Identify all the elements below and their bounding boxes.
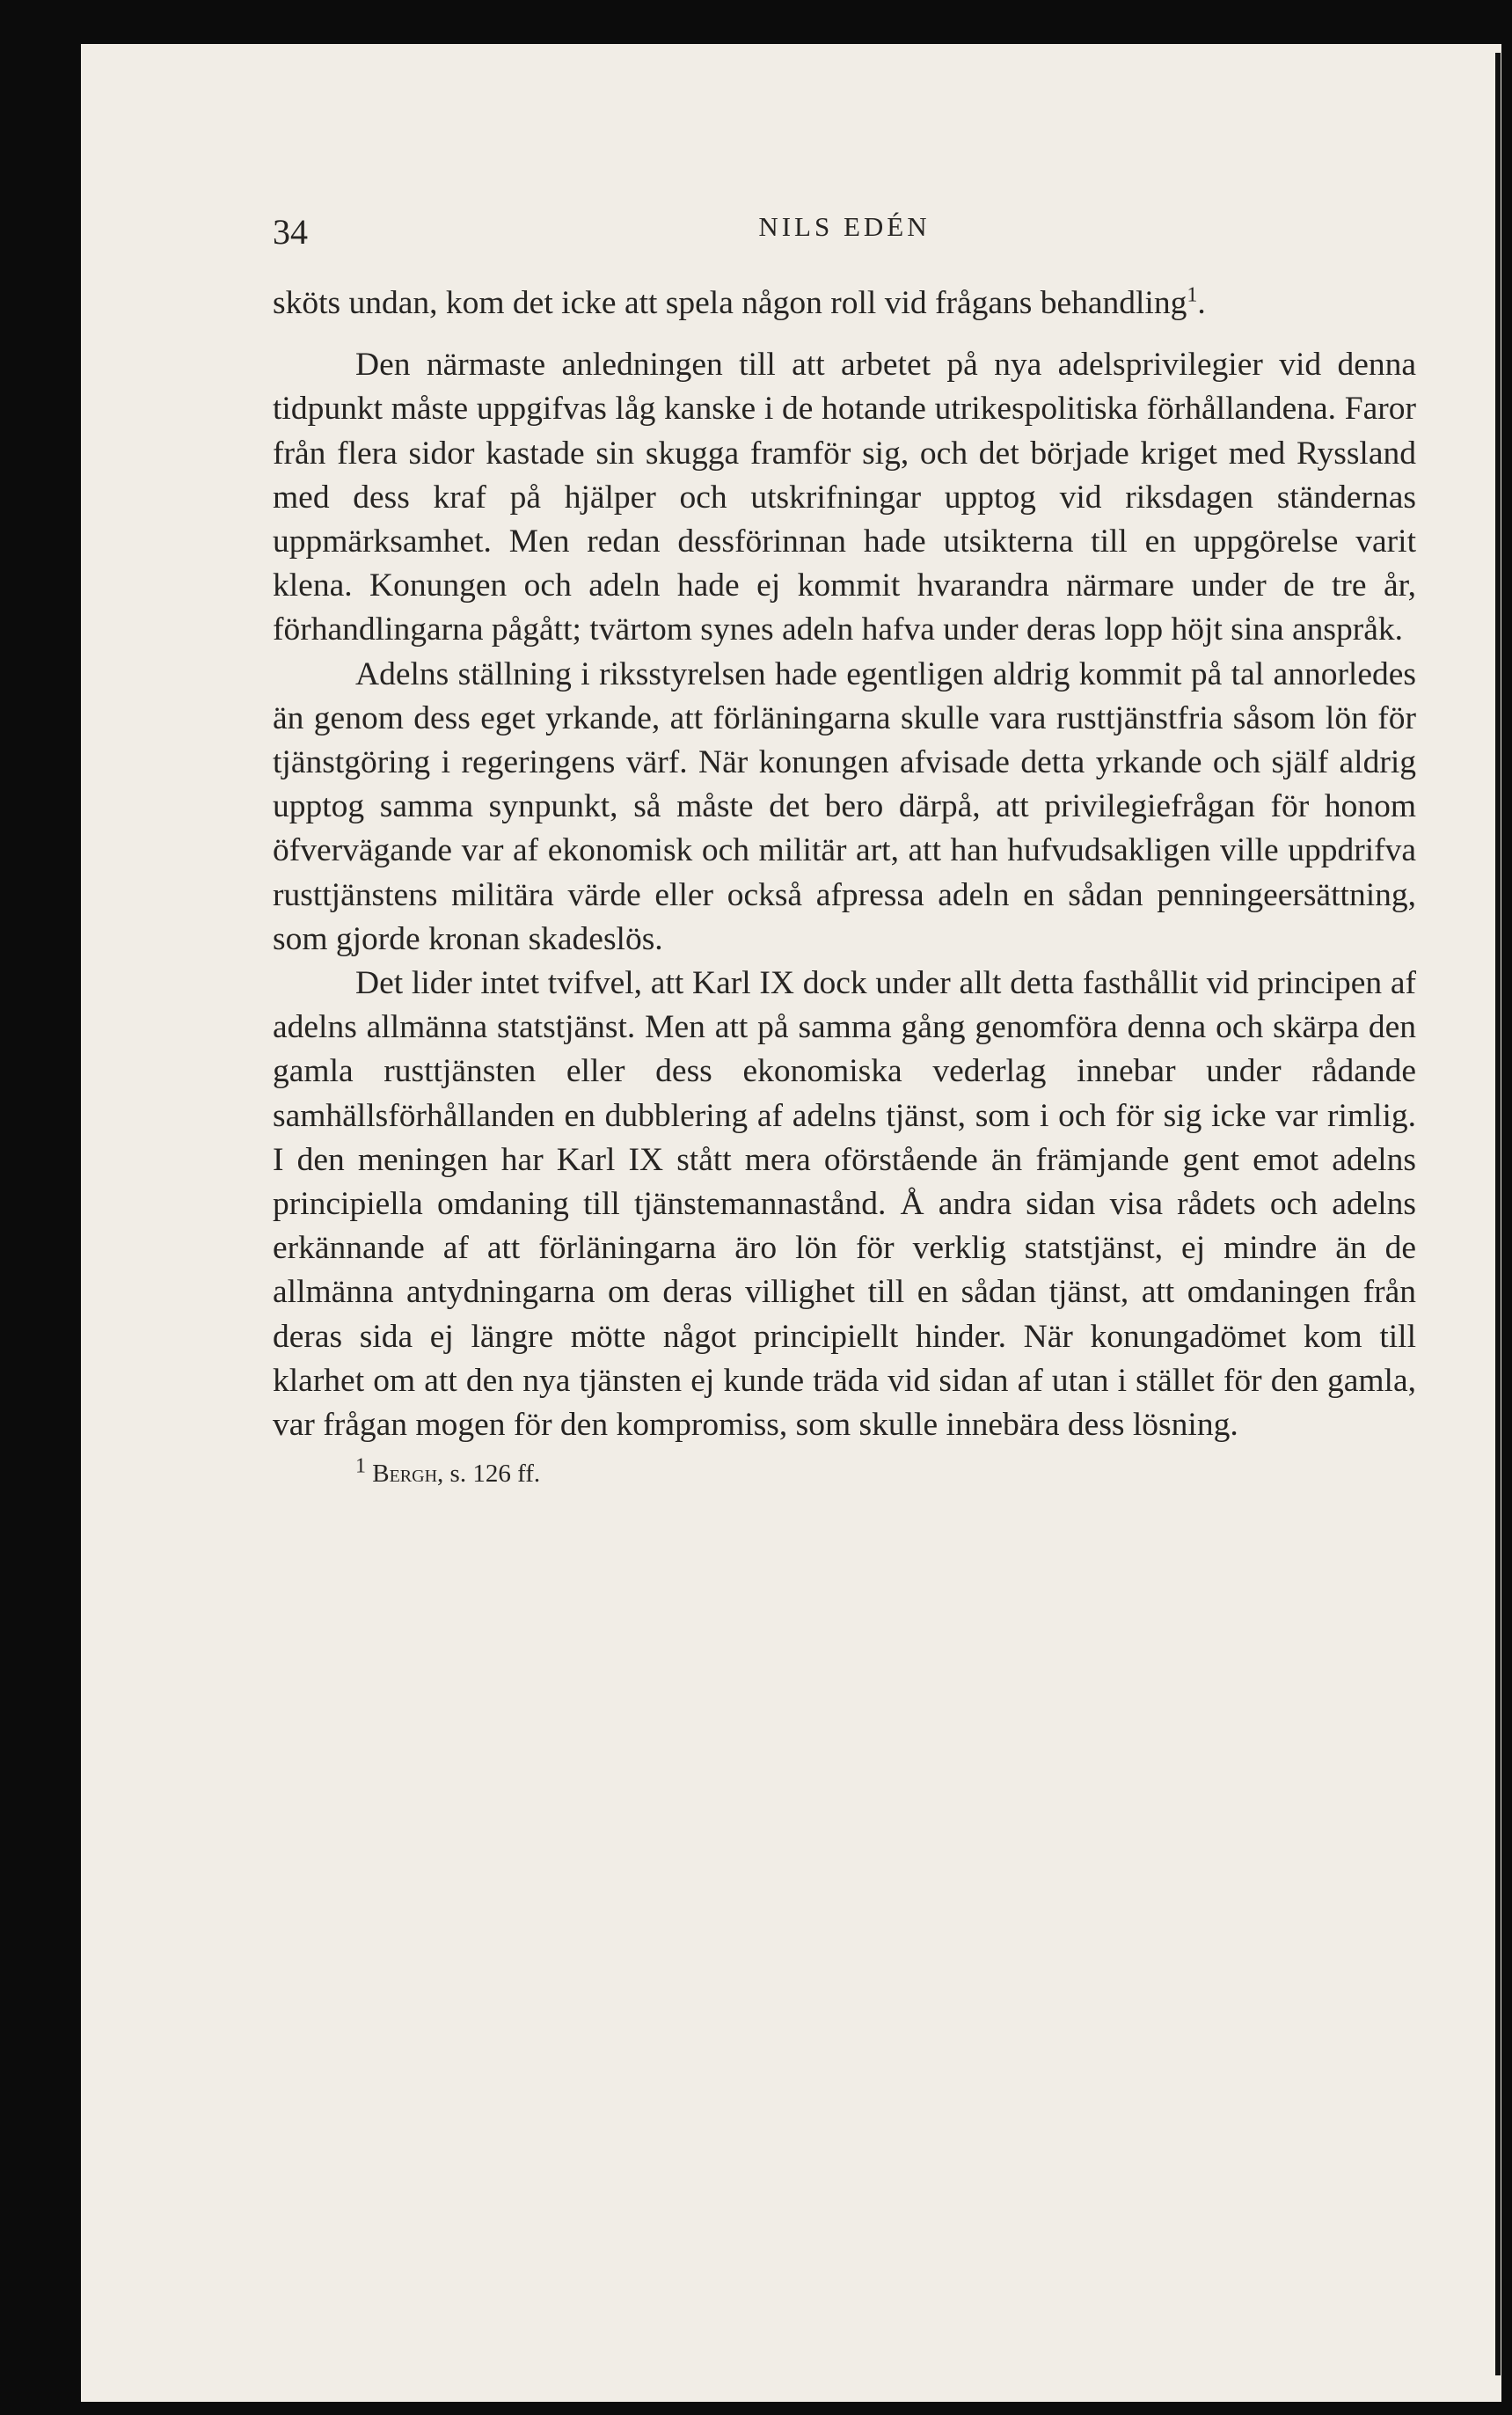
paragraph-1: sköts undan, kom det icke att spela någon roll vid frågans behandling$^1$. bbox=[273, 283, 1206, 321]
footnote-author: Bergh bbox=[372, 1460, 438, 1489]
body-text bbox=[273, 282, 1416, 1447]
page-edge bbox=[1495, 53, 1501, 2375]
footnote bbox=[273, 1456, 1416, 1491]
page-number: 34 bbox=[273, 212, 308, 252]
paragraph-3: Adelns ställning i riksstyrelsen hade egentligen aldrig kommit på tal annorledes än genom dess eget yrkande, att förläningarna skulle vara rusttjänstfria såsom lön för tjänstgöring i regeringens värf. När konungen afvisade detta yrkande och själf aldrig upptog samma synpunkt, så måste det bero därpå, att privilegiefrågan för honom öfvervägande var af ekonomisk och militär art, att han hufvudsakligen ville uppdrifva rusttjänstens militära värde eller också afpressa adeln en sådan penningeersättning, som gjorde kronan skadeslös. bbox=[273, 655, 1416, 957]
footnote-ref: , s. 126 ff. bbox=[437, 1460, 541, 1489]
paragraph-1-text: sköts undan, kom det icke att spela någon roll vid frågans behandling bbox=[273, 285, 1187, 321]
paragraph-4: Det lider intet tvifvel, att Karl IX dock under allt detta fasthållit vid principen af adelns allmänna statstjänst. Men att på samma gång genomföra denna och skärpa den gamla rusttjänsten eller dess ekonomiska vederlag innebar under rådande samhällsförhållanden en dubblering af adelns tjänst, som i och för sig icke var rimlig. I den meningen har Karl IX stått mera oförstående än främjande gent emot adelns principiella omdaning till tjänstemannastånd. Å andra sidan visa rådets och adelns erkännande af att förläningarna äro lön för verklig statstjänst, ej mindre än de allmänna antydningarna om deras villighet till en sådan tjänst, att omdaningen från deras sida ej längre mötte något principiellt hinder. När konungadömet kom till klarhet om att den nya tjänsten ej kunde träda vid sidan af utan i stället för den gamla, var frågan mogen för den kompromiss, som skulle innebära dess lösning. bbox=[273, 965, 1416, 1444]
page-content bbox=[273, 211, 1416, 1491]
page-header bbox=[273, 211, 1416, 282]
paragraph-2: Den närmaste anledningen till att arbetet på nya adelsprivilegier vid denna tidpunkt måste uppgifvas låg kanske i de hotande utrikespolitiska förhållandena. Faror från flera sidor kastade sin skugga framför sig, och det började kriget med Ryssland med dess kraf på hjälper och utskrifningar upptog vid riksdagen ständernas uppmärksamhet. Men redan dessförinnan hade utsikterna till en uppgörelse varit klena. Konungen och adeln hade ej kommit hvarandra närmare under de tre år, förhandlingarna pågått; tvärtom synes adeln hafva under deras lopp höjt sina anspråk. bbox=[273, 347, 1416, 648]
running-head: NILS EDÉN bbox=[758, 211, 931, 242]
footnote-number: 1 bbox=[355, 1454, 366, 1478]
footnote-reference: 1 bbox=[1187, 283, 1198, 307]
